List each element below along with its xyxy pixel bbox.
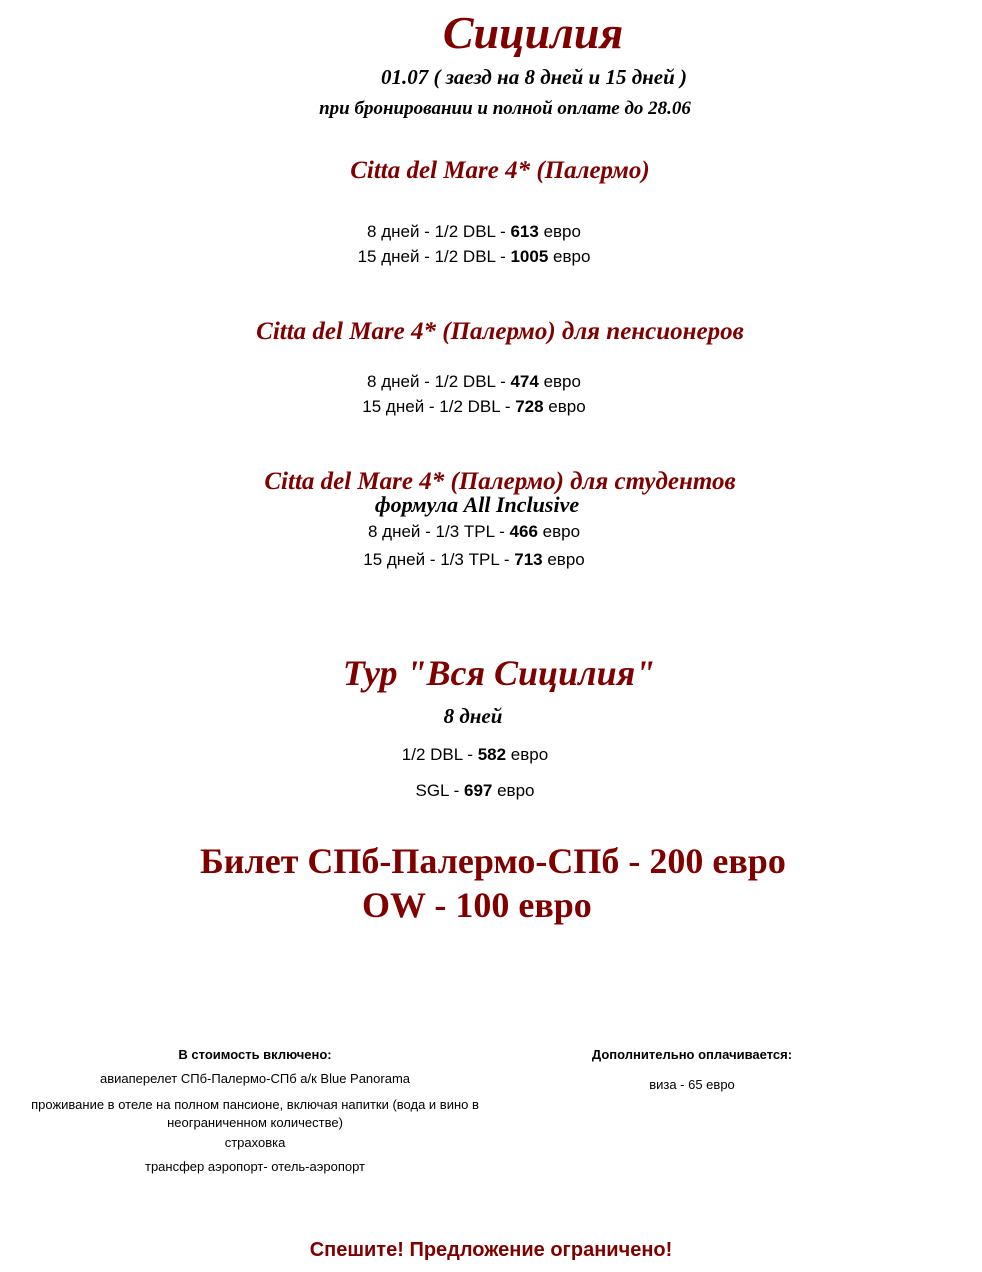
price-value: 697 bbox=[464, 781, 493, 800]
price-line: 8 дней - 1/2 DBL - 613 евро bbox=[367, 222, 581, 241]
offer-hotel-title: Citta del Mare 4* (Палермо) bbox=[350, 157, 650, 184]
cta-text: Спешите! Предложение ограничено! bbox=[309, 1239, 673, 1261]
price-line: SGL - 697 евро bbox=[415, 781, 535, 800]
offer-formula: формула All Inclusive bbox=[374, 492, 580, 517]
included-item: трансфер аэропорт- отель-аэропорт bbox=[144, 1159, 366, 1174]
price-line: 15 дней - 1/2 DBL - 728 евро bbox=[362, 397, 586, 416]
dates-line: 01.07 ( заезд на 8 дней и 15 дней ) bbox=[380, 65, 688, 89]
price-line: 8 дней - 1/2 DBL - 474 евро bbox=[367, 372, 581, 391]
price-line: 15 дней - 1/2 DBL - 1005 евро bbox=[357, 247, 591, 266]
price-line: 15 дней - 1/3 TPL - 713 евро bbox=[363, 550, 585, 569]
included-item: страховка bbox=[224, 1135, 286, 1150]
price-value: 582 bbox=[477, 745, 507, 764]
tour-title: Тур "Вся Сицилия" bbox=[342, 653, 656, 693]
price-value: 713 bbox=[514, 550, 543, 569]
price-value: 613 bbox=[510, 222, 539, 241]
extra-heading: Дополнительно оплачивается: bbox=[591, 1047, 793, 1062]
offer-hotel-title: Citta del Mare 4* (Палермо) для пенсионеров bbox=[256, 318, 744, 345]
price-value: 466 bbox=[509, 522, 538, 541]
tour-duration: 8 дней bbox=[443, 704, 503, 728]
included-item: неограниченном количестве) bbox=[167, 1115, 343, 1130]
booking-note: при бронировании и полной оплате до 28.06 bbox=[319, 98, 691, 119]
price-value: 728 bbox=[515, 397, 544, 416]
price-value: 1005 bbox=[510, 247, 549, 266]
price-line: 8 дней - 1/3 TPL - 466 евро bbox=[367, 522, 581, 541]
offer-hotel-title: Citta del Mare 4* (Палермо) для студентов bbox=[264, 468, 736, 495]
price-value: 474 bbox=[510, 372, 539, 391]
included-item: авиаперелет СПб-Палермо-СПб а/к Blue Panorama bbox=[99, 1071, 411, 1086]
included-item: проживание в отеле на полном пансионе, включая напитки (вода и вино в bbox=[31, 1097, 479, 1112]
one-way-price-line: OW - 100 евро bbox=[362, 885, 592, 925]
extra-item: виза - 65 евро bbox=[649, 1077, 735, 1092]
page-title: Сицилия bbox=[442, 7, 624, 58]
price-line: 1/2 DBL - 582 евро bbox=[401, 745, 549, 764]
ticket-price-line: Билет СПб-Палермо-СПб - 200 евро bbox=[200, 841, 786, 881]
included-heading: В стоимость включено: bbox=[178, 1047, 332, 1062]
